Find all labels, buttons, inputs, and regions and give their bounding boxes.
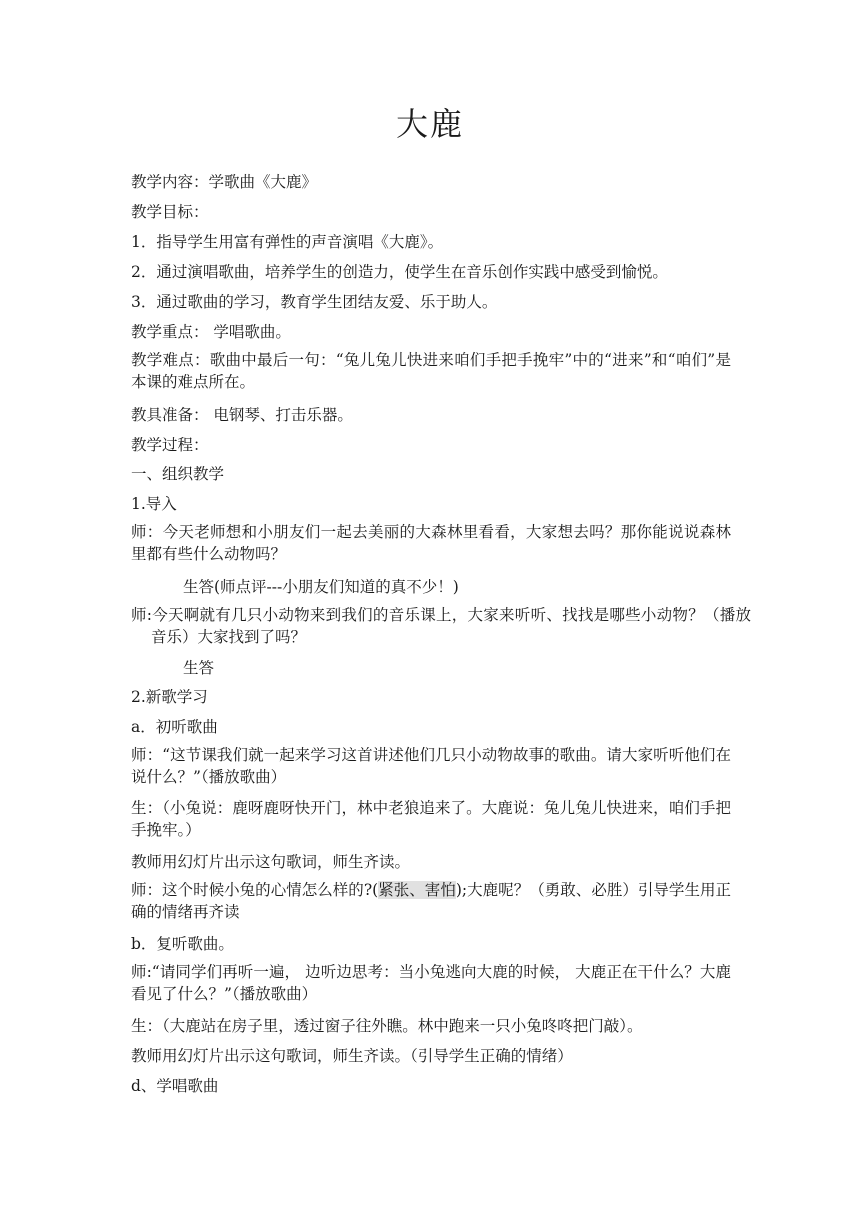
teacher-line-4-end: );大鹿呢？（勇敢、必胜）引导学生用正确的情绪再齐读 (131, 881, 731, 921)
materials: 教具准备： 电钢琴、打击乐器。 (131, 406, 353, 424)
teaching-content: 教学内容：学歌曲《大鹿》 (131, 173, 318, 191)
teacher-line-2: 师:今天啊就有几只小动物来到我们的音乐课上，大家来听听、找找是哪些小动物？（播放音乐）大家找到了吗？ (131, 606, 751, 646)
section-new-song: 2.新歌学习 (131, 688, 208, 706)
learn-song: d、学唱歌曲 (131, 1077, 219, 1095)
second-listen: b．复听歌曲。 (131, 935, 234, 953)
goal-3: 3．通过歌曲的学习，教育学生团结友爱、乐于助人。 (131, 293, 498, 311)
teacher-line-5: 师:“请同学们再听一遍， 边听边思考：当小兔逃向大鹿的时候， 大鹿正在干什么？大鹿看见了什么？”（播放歌曲） (131, 963, 731, 1003)
student-line-1: 生：（小兔说：鹿呀鹿呀快开门，林中老狼追来了。大鹿说：兔儿兔儿快进来，咱们手把手挽牢。） (131, 799, 731, 839)
student-answer-2: 生答 (183, 659, 215, 677)
difficulty: 教学难点：歌曲中最后一句：“兔儿兔儿快进来咱们手把手挽牢”中的“进来”和“咱们”是本课的难点所在。 (131, 351, 731, 391)
teacher-line-3: 师：“这节课我们就一起来学习这首讲述他们几只小动物故事的歌曲。请大家听听他们在说什么？”（播放歌曲） (131, 746, 731, 786)
teaching-goals-heading: 教学目标： (131, 203, 209, 221)
teacher-line-4 (131, 879, 731, 923)
goal-1: 1．指导学生用富有弹性的声音演唱《大鹿》。 (131, 233, 444, 251)
section-intro: 1.导入 (131, 495, 177, 513)
teacher-line-1: 师：今天老师想和小朋友们一起去美丽的大森林里看看，大家想去吗？那你能说说森林里都有些什么动物吗？ (131, 523, 731, 563)
section-organize: 一、组织教学 (131, 465, 225, 483)
student-line-2: 生：（大鹿站在房子里，透过窗子往外瞧。林中跑来一只小兔咚咚把门敲）。 (131, 1017, 643, 1035)
teacher-line-4-start: 师：这个时候小兔的心情怎么样的?( (131, 881, 379, 899)
slide-line-2: 教师用幻灯片出示这句歌词，师生齐读。（引导学生正确的情绪） (131, 1047, 573, 1065)
slide-line-1: 教师用幻灯片出示这句歌词，师生齐读。 (131, 853, 411, 871)
key-point: 教学重点： 学唱歌曲。 (131, 323, 291, 341)
first-listen: a．初听歌曲 (131, 718, 218, 736)
process-heading: 教学过程： (131, 436, 209, 454)
goal-2: 2．通过演唱歌曲，培养学生的创造力，使学生在音乐创作实践中感受到愉悦。 (131, 263, 668, 281)
student-answer-1: 生答(师点评---小朋友们知道的真不少！) (183, 578, 459, 596)
document-title: 大鹿 (395, 105, 464, 143)
highlighted-text: 紧张、害怕 (378, 881, 456, 899)
